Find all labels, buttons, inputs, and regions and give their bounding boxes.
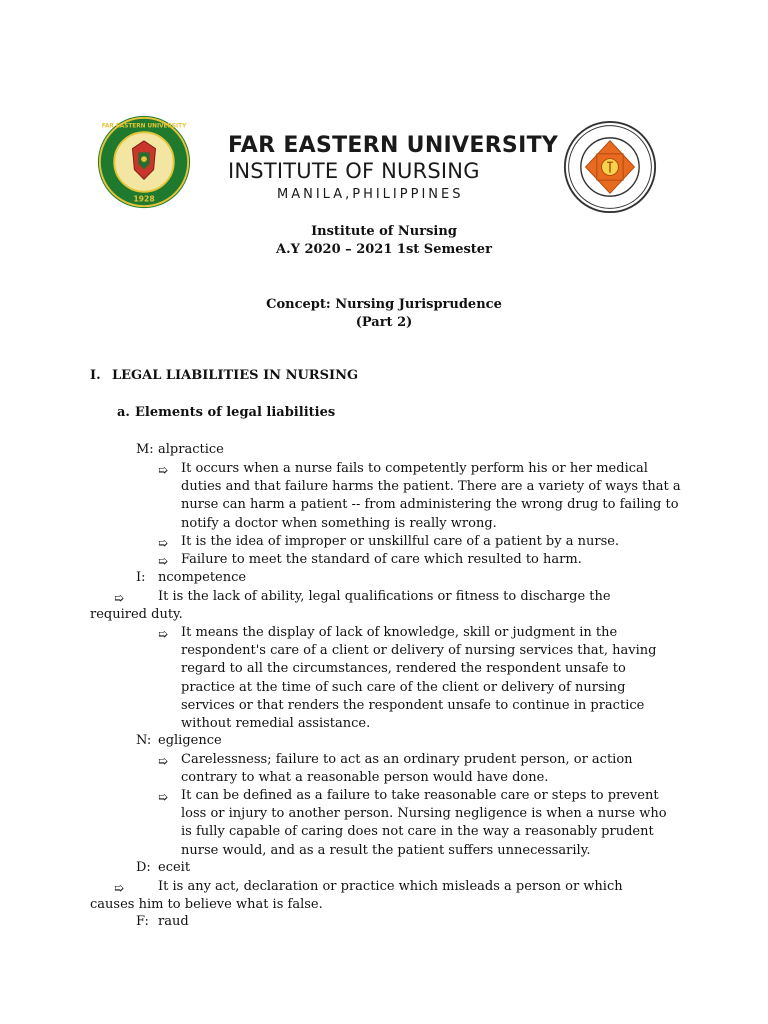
arrow-icon: ➯	[158, 790, 169, 804]
header-institute: INSTITUTE OF NURSING	[228, 159, 480, 183]
paragraph	[90, 878, 660, 914]
section-number: I.	[90, 368, 101, 383]
paragraph-text: It is any act, declaration or practice which misleads a person or which causes him to believe what is false.	[90, 879, 623, 913]
term-word: eceit	[158, 860, 191, 875]
term-letter: I:	[136, 570, 146, 585]
section-title: LEGAL LIABILITIES IN NURSING	[112, 368, 359, 383]
term-incompetence	[136, 570, 246, 585]
title-concept: Concept: Nursing Jurisprudence	[266, 297, 502, 312]
title-part: (Part 2)	[355, 315, 413, 330]
svg-text:FAR EASTERN UNIVERSITY: FAR EASTERN UNIVERSITY	[101, 123, 187, 130]
arrow-icon: ➯	[158, 554, 169, 568]
bullet-text: It means the display of lack of knowledge, skill or judgment in the respondent's care of a client or delivery of nursing services that, having regard to all the circumstances, rendered the respondent unsafe to practice at the time of such care of the client or delivery of nursing services or that renders the respondent unsafe to continue in practice without remedial assistance.	[181, 625, 657, 732]
bullet-text: It is the idea of improper or unskillful care of a patient by a nurse.	[181, 534, 620, 549]
subsection-title: Elements of legal liabilities	[135, 405, 336, 420]
svg-text:1928: 1928	[133, 194, 155, 204]
bullet-text: It occurs when a nurse fails to competently perform his or her medical duties and that failure harms the patient. There are a variety of ways that a nurse can harm a patient -- from administering the wrong drug to failing to notify a doctor when something is really wrong.	[181, 461, 681, 531]
term-letter: N:	[136, 733, 152, 748]
term-negligence	[136, 733, 222, 748]
term-deceit	[136, 860, 190, 875]
term-word: ncompetence	[158, 570, 247, 585]
term-letter: D:	[136, 860, 151, 875]
subsection-heading	[117, 405, 335, 420]
paragraph-text: It is the lack of ability, legal qualifications or fitness to discharge the required duty.	[90, 589, 611, 623]
university-seal-logo	[96, 114, 192, 210]
subsection-number: a.	[117, 405, 130, 420]
term-word: egligence	[158, 733, 222, 748]
term-letter: F:	[136, 914, 149, 929]
arrow-icon: ➯	[158, 536, 169, 550]
bullet-text: It can be defined as a failure to take reasonable care or steps to prevent loss or injury to another person. Nursing negligence is when a nurse who is fully capable of caring does not care in the way a reasonably prudent nurse would, and as a result the patient suffers unnecessarily.	[181, 788, 667, 858]
header-location: MANILA,PHILIPPINES	[277, 187, 464, 202]
arrow-icon: ➯	[114, 591, 125, 605]
paragraph	[90, 588, 660, 624]
title-institute: Institute of Nursing	[311, 224, 457, 239]
nursing-seal-logo	[563, 120, 657, 214]
arrow-icon: ➯	[158, 463, 169, 477]
header-university: FAR EASTERN UNIVERSITY	[228, 133, 559, 158]
arrow-icon: ➯	[158, 627, 169, 641]
term-fraud	[136, 914, 189, 929]
arrow-icon: ➯	[114, 881, 125, 895]
term-malpractice	[136, 442, 224, 457]
term-word: raud	[158, 914, 189, 929]
title-academic-year: A.Y 2020 – 2021 1st Semester	[276, 242, 492, 257]
term-letter: M:	[136, 442, 154, 457]
bullet-text: Carelessness; failure to act as an ordinary prudent person, or action contrary to what a reasonable person would have done.	[181, 752, 633, 786]
arrow-icon: ➯	[158, 754, 169, 768]
term-word: alpractice	[158, 442, 224, 457]
section-heading	[90, 368, 358, 383]
bullet-text: Failure to meet the standard of care which resulted to harm.	[181, 552, 582, 567]
